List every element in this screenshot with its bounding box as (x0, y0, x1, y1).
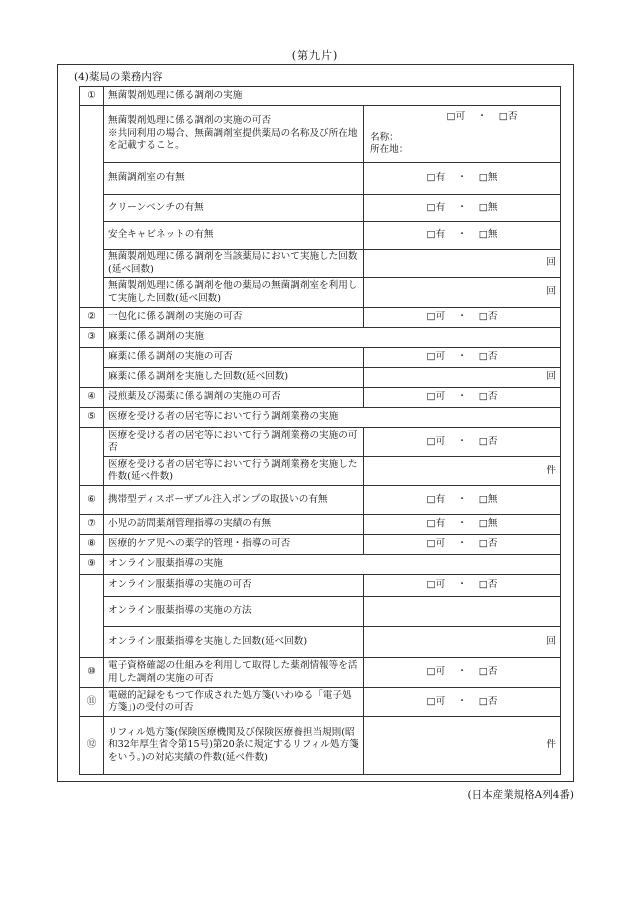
form-frame (57, 64, 574, 782)
jis-size-note: (日本産業規格A列4番) (467, 789, 574, 801)
option-no-checkbox[interactable]: □否 (478, 351, 498, 363)
answer-cell[interactable] (364, 457, 561, 486)
answer-cell[interactable] (364, 627, 561, 658)
item-label: 麻薬に係る調剤の実施の可否 (104, 348, 364, 368)
name-field-label: 名称： (370, 131, 399, 143)
answer-cell (364, 658, 561, 688)
answer-cell (364, 486, 561, 515)
address-field-label: 所在地： (370, 144, 409, 156)
separator: ・ (457, 666, 467, 678)
item-label: 医療的ケア児への薬学的管理・指導の可否 (104, 535, 364, 555)
row-home-care-header (80, 408, 561, 428)
answer-cell[interactable] (364, 717, 561, 775)
item-number-blank (80, 428, 104, 486)
item-label: クリーンベンチの有無 (104, 195, 364, 222)
row-refill-prescription (80, 717, 561, 775)
option-yes-checkbox[interactable]: □有 (426, 229, 446, 241)
option-yes-checkbox[interactable]: □可 (426, 311, 446, 323)
row-online-availability (80, 575, 561, 597)
answer-cell (364, 575, 561, 597)
answer-cell[interactable] (364, 368, 561, 388)
item-number: ④ (80, 388, 104, 408)
option-no-checkbox[interactable]: □否 (478, 695, 498, 707)
option-no-checkbox[interactable]: □無 (478, 201, 498, 213)
separator: ・ (457, 579, 467, 591)
item-label: 無菌製剤処理に係る調剤を他の薬局の無菌調剤室を利用して実施した回数(延べ回数) (104, 278, 364, 308)
row-online-count (80, 627, 561, 658)
option-no-checkbox[interactable]: □否 (498, 111, 518, 123)
option-no-checkbox[interactable]: □否 (478, 435, 498, 447)
answer-cell[interactable] (364, 250, 561, 278)
item-number: ⑨ (80, 555, 104, 575)
answer-cell (364, 388, 561, 408)
item-number: ⑧ (80, 535, 104, 555)
option-yes-checkbox[interactable]: □可 (426, 666, 446, 678)
option-yes-checkbox[interactable]: □可 (446, 111, 466, 123)
answer-cell (364, 535, 561, 555)
option-no-checkbox[interactable]: □無 (478, 172, 498, 184)
row-clean-bench (80, 195, 561, 222)
separator: ・ (457, 518, 467, 530)
option-yes-checkbox[interactable]: □可 (426, 695, 446, 707)
row-pediatric-visit (80, 515, 561, 535)
separator: ・ (457, 435, 467, 447)
separator: ・ (457, 538, 467, 550)
answer-cell (364, 222, 561, 250)
pharmacy-business-table (79, 86, 561, 775)
answer-cell (364, 688, 561, 717)
row-electronic-eligibility (80, 658, 561, 688)
unit-label: 回 (546, 286, 557, 298)
unit-label: 件 (546, 739, 557, 751)
item-number: ⑩ (80, 658, 104, 688)
item-label: 医療を受ける者の居宅等において行う調剤業務の実施の可否 (104, 428, 364, 457)
separator: ・ (457, 311, 467, 323)
option-yes-checkbox[interactable]: □有 (426, 493, 446, 505)
separator: ・ (457, 493, 467, 505)
unit-label: 回 (546, 257, 557, 269)
option-no-checkbox[interactable]: □否 (478, 666, 498, 678)
item-number: ② (80, 308, 104, 328)
answer-cell (364, 348, 561, 368)
answer-cell[interactable] (364, 278, 561, 308)
answer-cell (364, 515, 561, 535)
item-number: ⑦ (80, 515, 104, 535)
row-medical-care-children (80, 535, 561, 555)
row-online-header (80, 555, 561, 575)
item-label: リフィル処方箋(保険医療機関及び保険医療養担当規則(昭和32年厚生省令第15号)第20条に規定するリフィル処方箋をいう。)の対応実績の件数(延べ件数) (104, 717, 364, 775)
row-unit-dose (80, 308, 561, 328)
row-narcotics-count (80, 368, 561, 388)
item-label: 無菌製剤処理に係る調剤の実施 (104, 87, 561, 106)
row-aseptic-availability (80, 106, 561, 163)
row-home-care-count (80, 457, 561, 486)
item-label: オンライン服薬指導を実施した回数(延べ回数) (104, 627, 364, 658)
row-clean-room (80, 163, 561, 195)
answer-cell (364, 163, 561, 195)
separator: ・ (457, 695, 467, 707)
item-label: オンライン服薬指導の実施の可否 (104, 575, 364, 597)
item-label: 浸煎薬及び湯薬に係る調剤の実施の可否 (104, 388, 364, 408)
answer-cell (364, 308, 561, 328)
option-yes-checkbox[interactable]: □可 (426, 351, 446, 363)
answer-cell (364, 428, 561, 457)
row-e-prescription (80, 688, 561, 717)
option-yes-checkbox[interactable]: □可 (426, 538, 446, 550)
item-label: 無菌製剤処理に係る調剤を当該薬局において実施した回数(延べ回数) (104, 250, 364, 278)
separator: ・ (477, 111, 487, 123)
item-number-blank (80, 348, 104, 388)
option-no-checkbox[interactable]: □否 (478, 579, 498, 591)
item-label: 無菌調剤室の有無 (104, 163, 364, 195)
option-no-checkbox[interactable]: □無 (478, 229, 498, 241)
option-yes-checkbox[interactable]: □有 (426, 172, 446, 184)
item-label: 医療を受ける者の居宅等において行う調剤業務を実施した件数(延べ件数) (104, 457, 364, 486)
item-number: ⑤ (80, 408, 104, 428)
row-narcotics-availability (80, 348, 561, 368)
option-no-checkbox[interactable]: □否 (478, 538, 498, 550)
item-label: 一包化に係る調剤の実施の可否 (104, 308, 364, 328)
item-number-blank (80, 575, 104, 658)
unit-label: 回 (546, 371, 557, 383)
item-number: ③ (80, 328, 104, 348)
separator: ・ (457, 229, 467, 241)
item-label: 無菌製剤処理に係る調剤の実施の可否 ※共同利用の場合、無菌調剤室提供薬局の名称及び所在地を記載すること。 (104, 106, 364, 163)
separator: ・ (457, 201, 467, 213)
row-aseptic-header (80, 87, 561, 106)
option-no-checkbox[interactable]: □否 (478, 391, 498, 403)
row-home-care-availability (80, 428, 561, 457)
row-narcotics-header (80, 328, 561, 348)
item-label: 安全キャビネットの有無 (104, 222, 364, 250)
unit-label: 件 (546, 464, 557, 476)
separator: ・ (457, 391, 467, 403)
item-number: ⑫ (80, 717, 104, 775)
row-safety-cabinet (80, 222, 561, 250)
option-no-checkbox[interactable]: □無 (478, 518, 498, 530)
row-aseptic-count-own (80, 250, 561, 278)
page-title: (第九片) (291, 49, 339, 62)
option-yes-checkbox[interactable]: □有 (426, 201, 446, 213)
item-label: 携帯型ディスポーザブル注入ポンプの取扱いの有無 (104, 486, 364, 515)
item-label: オンライン服薬指導の実施の方法 (104, 597, 364, 627)
option-yes-checkbox[interactable]: □有 (426, 518, 446, 530)
item-number: ⑪ (80, 688, 104, 717)
item-label: 医療を受ける者の居宅等において行う調剤業務の実施 (104, 408, 561, 428)
item-label: 麻薬に係る調剤を実施した回数(延べ回数) (104, 368, 364, 388)
row-aseptic-count-shared (80, 278, 561, 308)
item-label: オンライン服薬指導の実施 (104, 555, 561, 575)
row-decoction (80, 388, 561, 408)
option-no-checkbox[interactable]: □否 (478, 311, 498, 323)
answer-cell[interactable] (364, 597, 561, 627)
item-label: 電子資格確認の仕組みを利用して取得した薬剤情報等を活用した調剤の実施の可否 (104, 658, 364, 688)
option-yes-checkbox[interactable]: □可 (426, 435, 446, 447)
option-no-checkbox[interactable]: □無 (478, 493, 498, 505)
option-yes-checkbox[interactable]: □可 (426, 391, 446, 403)
item-label: 電磁的記録をもつて作成された処方箋(いわゆる「電子処方箋」)の受付の可否 (104, 688, 364, 717)
answer-cell (364, 195, 561, 222)
separator: ・ (457, 172, 467, 184)
item-label: 麻薬に係る調剤の実施 (104, 328, 561, 348)
separator: ・ (457, 351, 467, 363)
unit-label: 回 (546, 635, 557, 647)
row-online-method (80, 597, 561, 627)
item-number: ⑥ (80, 486, 104, 515)
section-title: (4)薬局の業務内容 (74, 71, 163, 83)
item-number: ① (80, 87, 104, 106)
answer-cell (364, 106, 561, 163)
option-yes-checkbox[interactable]: □可 (426, 579, 446, 591)
item-label: 小児の訪問薬剤管理指導の実績の有無 (104, 515, 364, 535)
item-number-blank (80, 106, 104, 308)
row-infusion-pump (80, 486, 561, 515)
